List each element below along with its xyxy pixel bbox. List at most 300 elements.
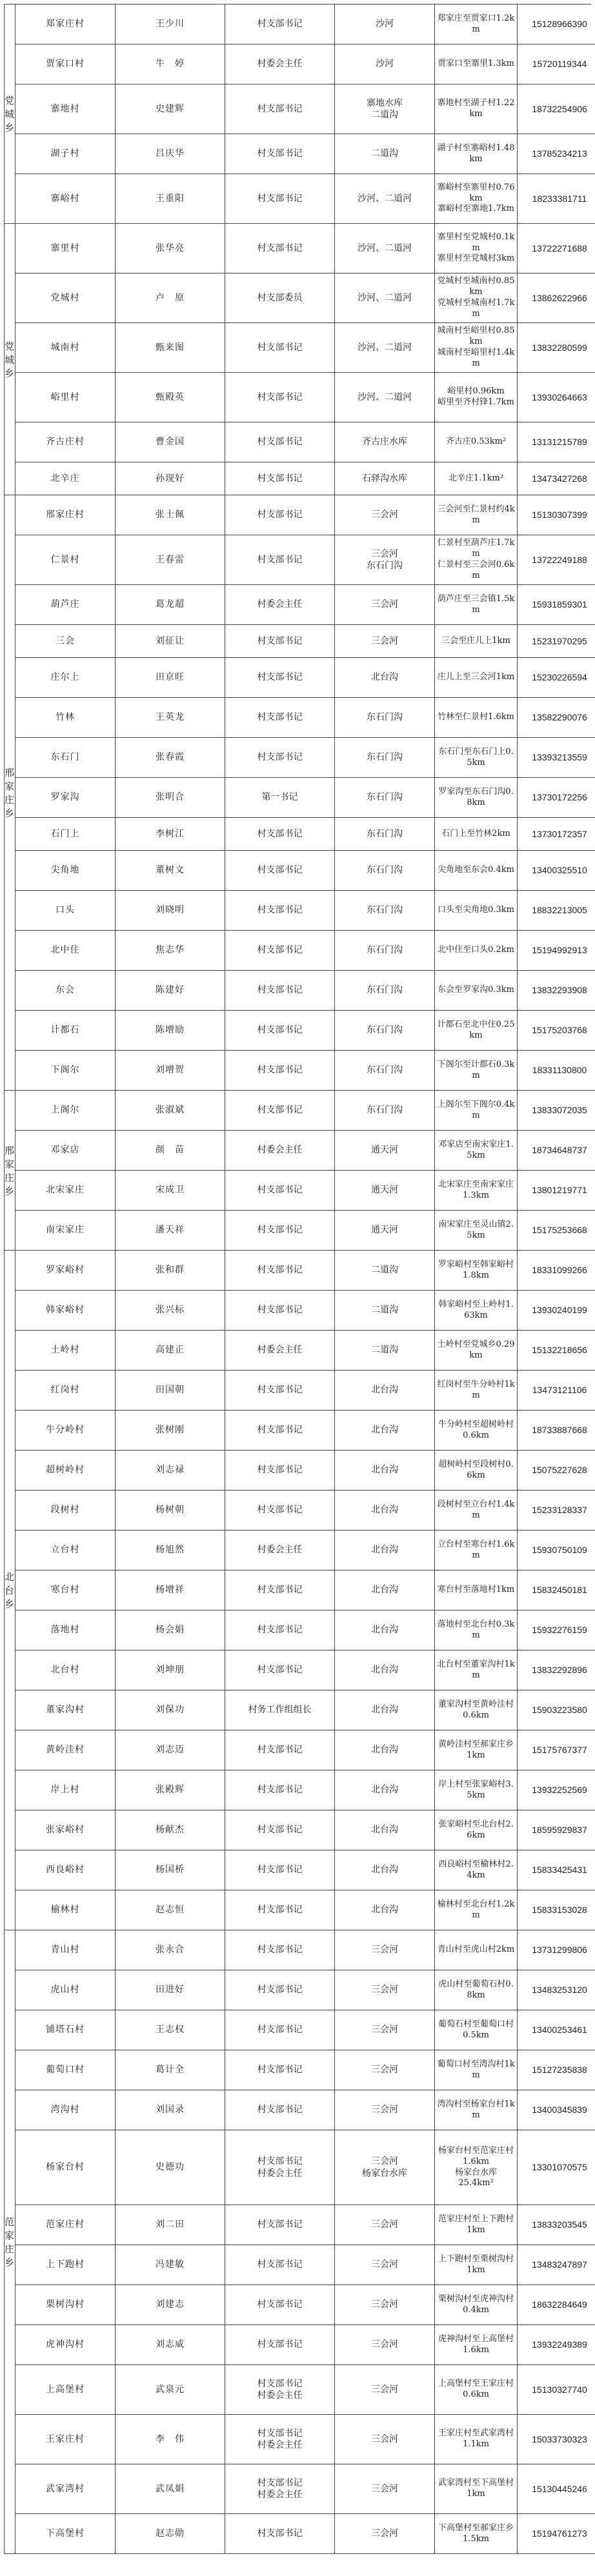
village-cell: 罗家峪村 <box>15 1251 115 1290</box>
location-cell: 竹林至仁景村1.6km <box>434 698 517 737</box>
post-cell: 村支部书记 <box>225 1091 334 1130</box>
river-cell: 北台沟 <box>334 1411 434 1450</box>
village-cell: 段树村 <box>15 1491 115 1530</box>
location-cell: 城南村至峪里村0.85km 城南村至峪里村1.4km <box>434 323 517 372</box>
river-cell: 北台沟 <box>334 1890 434 1930</box>
phone-cell: 13801219771 <box>517 1171 595 1210</box>
phone-cell: 13473121106 <box>517 1371 595 1410</box>
phone-cell: 13833072035 <box>517 1091 595 1130</box>
name-cell: 陈建好 <box>115 971 225 1010</box>
phone-cell: 13722249188 <box>517 535 595 584</box>
table-row <box>15 1171 595 1211</box>
river-cell: 北台沟 <box>334 1451 434 1490</box>
phone-cell: 13400325510 <box>517 851 595 890</box>
village-cell: 贾家口村 <box>15 45 115 84</box>
table-row <box>15 1251 595 1291</box>
post-cell: 村支部书记 <box>225 373 334 422</box>
village-cell: 土岭村 <box>15 1331 115 1370</box>
post-cell: 村支部书记 <box>225 1371 334 1410</box>
location-cell: 上高堡村至王家庄村0.6km <box>434 2365 517 2414</box>
name-cell: 王英龙 <box>115 698 225 737</box>
post-cell: 村支部书记 <box>225 1730 334 1770</box>
river-cell: 北台沟 <box>334 1491 434 1530</box>
village-cell: 西良峪村 <box>15 1850 115 1890</box>
village-cell: 黄岭洼村 <box>15 1730 115 1770</box>
location-cell: 范家庄村至上下跑村1km <box>434 2205 517 2244</box>
village-cell: 湖子村 <box>15 134 115 173</box>
table-row <box>15 462 595 495</box>
phone-cell: 13832280599 <box>517 323 595 372</box>
village-cell: 北中住 <box>15 931 115 970</box>
river-cell: 北台沟 <box>334 1371 434 1410</box>
table-row <box>15 2464 595 2514</box>
phone-cell: 15930750109 <box>517 1531 595 1570</box>
village-cell: 寨里村 <box>15 224 115 273</box>
table-row <box>15 1451 595 1491</box>
river-cell: 三会河 <box>334 585 434 624</box>
river-cell: 沙河、二道河 <box>334 174 434 223</box>
table-row <box>15 1131 595 1171</box>
village-cell: 罗家沟 <box>15 778 115 817</box>
table-row <box>15 698 595 738</box>
table-row <box>15 1770 595 1810</box>
name-cell: 田国朝 <box>115 1371 225 1410</box>
river-cell: 东石门沟 <box>334 738 434 777</box>
phone-cell: 13932249389 <box>517 2325 595 2364</box>
town-group <box>4 1251 591 1930</box>
river-cell: 石驿沟水库 <box>334 462 434 495</box>
phone-cell: 15833153028 <box>517 1890 595 1930</box>
phone-cell: 13833203545 <box>517 2205 595 2244</box>
village-cell: 虎山村 <box>15 1970 115 2010</box>
location-cell: 西良峪村至榆林村2.4km <box>434 1850 517 1890</box>
river-cell: 东石门沟 <box>334 818 434 850</box>
table-row <box>15 45 595 84</box>
phone-cell: 18331099266 <box>517 1251 595 1290</box>
river-cell: 三会河 <box>334 2325 434 2364</box>
village-cell: 栗树沟村 <box>15 2285 115 2324</box>
name-cell: 张淑斌 <box>115 1091 225 1130</box>
name-cell: 王重阳 <box>115 174 225 223</box>
location-cell: 榆林村至北台村1.2km <box>434 1890 517 1930</box>
river-cell: 寨地水库 二道沟 <box>334 84 434 134</box>
village-cell: 韩家峪村 <box>15 1291 115 1330</box>
river-cell: 东石门沟 <box>334 971 434 1010</box>
post-cell: 村支部书记 <box>225 134 334 173</box>
village-cell: 寨峪村 <box>15 174 115 223</box>
location-cell: 邓家店至南宋家庄1.5km <box>434 1131 517 1170</box>
name-cell: 张明合 <box>115 778 225 817</box>
river-cell: 北台沟 <box>334 1770 434 1810</box>
table-row <box>15 1411 595 1451</box>
table-row <box>15 2325 595 2365</box>
table-row <box>15 1371 595 1411</box>
village-cell: 上阁尔 <box>15 1091 115 1130</box>
phone-cell: 13400345839 <box>517 2090 595 2130</box>
phone-cell: 15931859301 <box>517 585 595 624</box>
location-cell: 石门上至竹林2km <box>434 818 517 850</box>
river-cell: 三会河 <box>334 1930 434 1970</box>
name-cell: 田进好 <box>115 1970 225 2010</box>
river-cell: 沙河、二道河 <box>334 224 434 273</box>
village-cell: 寨地村 <box>15 84 115 134</box>
village-cell: 东石门 <box>15 738 115 777</box>
location-cell: 北台村至董家沟村1km <box>434 1650 517 1690</box>
location-cell: 齐古庄0.53km² <box>434 422 517 462</box>
village-cell: 立台村 <box>15 1531 115 1570</box>
village-cell: 上下跑村 <box>15 2245 115 2284</box>
post-cell: 村支部书记 <box>225 1171 334 1210</box>
location-cell: 北宋家庄至南宋家庄1.3km <box>434 1171 517 1210</box>
river-cell: 二道沟 <box>334 1331 434 1370</box>
post-cell: 村支部书记 <box>225 462 334 495</box>
location-cell: 葡萄口村至湾沟村1km <box>434 2050 517 2090</box>
name-cell: 张士佩 <box>115 495 225 535</box>
village-cell: 齐古庄村 <box>15 422 115 462</box>
village-river-table <box>4 4 591 2568</box>
post-cell: 村支部书记 <box>225 2285 334 2324</box>
name-cell: 刘坤朋 <box>115 1650 225 1690</box>
phone-cell: 15033730323 <box>517 2415 595 2464</box>
name-cell: 曹金国 <box>115 422 225 462</box>
village-cell: 三会 <box>15 625 115 657</box>
post-cell: 村支部书记 <box>225 818 334 850</box>
post-cell: 村支部书记 <box>225 698 334 737</box>
table-row <box>15 658 595 698</box>
post-cell: 村支部书记 <box>225 891 334 930</box>
village-cell: 张家峪村 <box>15 1810 115 1850</box>
village-cell: 党城村 <box>15 273 115 322</box>
name-cell: 李 伟 <box>115 2415 225 2464</box>
post-cell: 村支部书记 <box>225 1770 334 1810</box>
table-row <box>15 1650 595 1690</box>
name-cell: 张华亮 <box>115 224 225 273</box>
phone-cell: 13483247897 <box>517 2245 595 2284</box>
location-cell: 东石门至东石门上0.5km <box>434 738 517 777</box>
post-cell: 村委会主任 <box>225 45 334 84</box>
location-cell: 武家湾村至下高堡村1km <box>434 2464 517 2513</box>
post-cell: 村支部书记 <box>225 1491 334 1530</box>
phone-cell: 13393213559 <box>517 738 595 777</box>
location-cell: 罗家峪村至韩家峪村1.8km <box>434 1251 517 1290</box>
name-cell: 李树江 <box>115 818 225 850</box>
table-row <box>15 1610 595 1650</box>
river-cell: 二道沟 <box>334 1251 434 1290</box>
name-cell: 刘二田 <box>115 2205 225 2244</box>
village-cell: 落地村 <box>15 1610 115 1650</box>
river-cell: 三会河 <box>334 2245 434 2284</box>
table-row <box>15 778 595 818</box>
table-row <box>15 2010 595 2050</box>
phone-cell: 13832292896 <box>517 1650 595 1690</box>
location-cell: 葡萄石村至葡萄口村0.5km <box>434 2010 517 2050</box>
table-row <box>15 625 595 658</box>
location-cell: 青山村至虎山村2km <box>434 1930 517 1970</box>
phone-cell: 13930240199 <box>517 1291 595 1330</box>
river-cell: 三会河 <box>334 495 434 535</box>
post-cell: 村支部书记 <box>225 1930 334 1970</box>
name-cell: 颜 苗 <box>115 1131 225 1170</box>
location-cell: 三会河至仁景村约4km <box>434 495 517 535</box>
phone-cell: 13731299806 <box>517 1930 595 1970</box>
post-cell: 村支部书记 <box>225 1970 334 2010</box>
table-row <box>15 373 595 422</box>
village-cell: 峪里村 <box>15 373 115 422</box>
river-cell: 三会河 <box>334 2050 434 2090</box>
phone-cell: 13473427268 <box>517 462 595 495</box>
phone-cell: 13722271688 <box>517 224 595 273</box>
post-cell: 村支部书记 <box>225 1051 334 1090</box>
location-cell: 韩家峪村至上岭村1.63km <box>434 1291 517 1330</box>
river-cell: 齐古庄水库 <box>334 422 434 462</box>
location-cell: 黄岭洼村至郝家庄乡1km <box>434 1730 517 1770</box>
table-row <box>15 2130 595 2205</box>
river-cell: 通天河 <box>334 1211 434 1250</box>
village-cell: 榆林村 <box>15 1890 115 1930</box>
river-cell: 三会河 <box>334 2365 434 2414</box>
post-cell: 村支部书记 村委会主任 <box>225 2464 334 2513</box>
location-cell: 段树村至立台村1.4km <box>434 1491 517 1530</box>
table-row <box>15 1730 595 1770</box>
river-cell: 三会河 <box>334 2285 434 2324</box>
name-cell: 赵志恒 <box>115 1890 225 1930</box>
name-cell: 张殿辉 <box>115 1770 225 1810</box>
table-row <box>15 891 595 931</box>
river-cell: 沙河 <box>334 5 434 44</box>
table-row <box>15 273 595 323</box>
name-cell: 杨国桥 <box>115 1850 225 1890</box>
location-cell: 落地村至北台村0.3km <box>434 1610 517 1650</box>
river-cell: 沙河、二道河 <box>334 273 434 322</box>
phone-cell: 15128966390 <box>517 5 595 44</box>
village-cell: 上高堡村 <box>15 2365 115 2414</box>
location-cell: 张家峪村至北台村2.6km <box>434 1810 517 1850</box>
river-cell: 东石门沟 <box>334 931 434 970</box>
river-cell: 三会河 <box>334 625 434 657</box>
village-cell: 牛分岭村 <box>15 1411 115 1450</box>
village-cell: 葡萄口村 <box>15 2050 115 2090</box>
river-cell: 三会河 <box>334 2415 434 2464</box>
town-group <box>4 1930 591 2554</box>
table-row <box>15 738 595 778</box>
name-cell: 甄殿英 <box>115 373 225 422</box>
phone-cell: 13862622966 <box>517 273 595 322</box>
town-cell: 党城乡 <box>4 5 15 224</box>
table-row <box>15 1491 595 1531</box>
phone-cell: 18832213005 <box>517 891 595 930</box>
name-cell: 宋成卫 <box>115 1171 225 1210</box>
post-cell: 村支部书记 <box>225 323 334 372</box>
name-cell: 刘建志 <box>115 2285 225 2324</box>
post-cell: 村委会主任 <box>225 1331 334 1370</box>
table-row <box>15 1850 595 1890</box>
phone-cell: 15175767377 <box>517 1730 595 1770</box>
town-group <box>4 5 591 224</box>
post-cell: 第一书记 <box>225 778 334 817</box>
post-cell: 村支部书记 <box>225 422 334 462</box>
name-cell: 孙现好 <box>115 462 225 495</box>
phone-cell: 18595929837 <box>517 1810 595 1850</box>
town-group <box>4 224 591 495</box>
location-cell: 罗家沟至东石门沟0.8km <box>434 778 517 817</box>
river-cell: 通天河 <box>334 1131 434 1170</box>
village-cell: 石门上 <box>15 818 115 850</box>
village-cell: 下阁尔 <box>15 1051 115 1090</box>
table-row <box>15 2245 595 2285</box>
post-cell: 村支部书记 <box>225 2514 334 2553</box>
river-cell: 东石门沟 <box>334 1011 434 1050</box>
post-cell: 村支部书记 <box>225 5 334 44</box>
river-cell: 三会河 <box>334 1970 434 2010</box>
phone-cell: 15833425431 <box>517 1850 595 1890</box>
river-cell: 三会河 <box>334 2010 434 2050</box>
post-cell: 村支部书记 <box>225 495 334 535</box>
post-cell: 村支部书记 <box>225 1451 334 1490</box>
name-cell: 杨增祥 <box>115 1570 225 1610</box>
river-cell: 北台沟 <box>334 1650 434 1690</box>
table-row <box>15 971 595 1011</box>
village-cell: 北辛庄 <box>15 462 115 495</box>
village-cell: 仁景村 <box>15 535 115 584</box>
table-row <box>15 84 595 134</box>
table-row <box>15 495 595 535</box>
post-cell: 村支部书记 <box>225 1570 334 1610</box>
village-cell: 铺塔石村 <box>15 2010 115 2050</box>
name-cell: 杨旭然 <box>115 1531 225 1570</box>
village-cell: 东会 <box>15 971 115 1010</box>
village-cell: 邢家庄村 <box>15 495 115 535</box>
phone-cell: 18734648737 <box>517 1131 595 1170</box>
table-row <box>15 1051 595 1091</box>
river-cell: 北台沟 <box>334 1610 434 1650</box>
village-cell: 口头 <box>15 891 115 930</box>
post-cell: 村支部书记 <box>225 1610 334 1650</box>
river-cell: 二道沟 <box>334 134 434 173</box>
phone-cell: 15194992913 <box>517 931 595 970</box>
village-cell: 北宋家庄 <box>15 1171 115 1210</box>
table-row <box>15 931 595 971</box>
river-cell: 沙河、二道河 <box>334 323 434 372</box>
location-cell: 虎神沟村至上高堡村1.6km <box>434 2325 517 2364</box>
phone-cell: 13131215789 <box>517 422 595 462</box>
location-cell: 杨家台村至范家庄村1.6km 杨家台水库 25.4km² <box>434 2130 517 2204</box>
post-cell: 村支部书记 <box>225 2205 334 2244</box>
location-cell: 寒台村至落地村1km <box>434 1570 517 1610</box>
table-row <box>15 2205 595 2245</box>
river-cell: 通天河 <box>334 1171 434 1210</box>
village-cell: 武家湾村 <box>15 2464 115 2513</box>
phone-cell: 13730172357 <box>517 818 595 850</box>
table-row <box>15 1930 595 1970</box>
table-row <box>15 1531 595 1570</box>
river-cell: 三会河 东石门沟 <box>334 535 434 584</box>
table-row <box>15 2514 595 2554</box>
village-cell: 邓家店 <box>15 1131 115 1170</box>
location-cell: 岸上村至张家峪村3.5km <box>434 1770 517 1810</box>
name-cell: 焦志华 <box>115 931 225 970</box>
phone-cell: 18632284649 <box>517 2285 595 2324</box>
location-cell: 下阁尔至计都石0.3km <box>434 1051 517 1090</box>
name-cell: 刘晓明 <box>115 891 225 930</box>
name-cell: 高建正 <box>115 1331 225 1370</box>
village-cell: 城南村 <box>15 323 115 372</box>
river-cell: 东石门沟 <box>334 1091 434 1130</box>
village-cell: 庄尔上 <box>15 658 115 697</box>
table-row <box>15 323 595 373</box>
post-cell: 村委会主任 <box>225 585 334 624</box>
name-cell: 吕庆华 <box>115 134 225 173</box>
phone-cell: 15175203768 <box>517 1011 595 1050</box>
name-cell: 潘天祥 <box>115 1211 225 1250</box>
post-cell: 村支部书记 村委会主任 <box>225 2415 334 2464</box>
town-cell: 北台乡 <box>4 1251 15 1930</box>
location-cell: 郑家庄至贾家口1.2km <box>434 5 517 44</box>
name-cell: 武凤娟 <box>115 2464 225 2513</box>
location-cell: 寨地村至湖子村1.22km <box>434 84 517 134</box>
river-cell: 北台沟 <box>334 1570 434 1610</box>
river-cell: 三会河 <box>334 2514 434 2553</box>
phone-cell: 15127235838 <box>517 2050 595 2090</box>
post-cell: 村支部书记 <box>225 1211 334 1250</box>
phone-cell: 15932276159 <box>517 1610 595 1650</box>
phone-cell: 15194761273 <box>517 2514 595 2553</box>
river-cell: 沙河、二道河 <box>334 373 434 422</box>
river-cell: 东石门沟 <box>334 698 434 737</box>
location-cell: 寨峪村至寨里村0.76km 寨峪村至寨地1.7km <box>434 174 517 223</box>
name-cell: 刘国录 <box>115 2090 225 2130</box>
phone-cell: 18331130800 <box>517 1051 595 1090</box>
name-cell: 杨会娟 <box>115 1610 225 1650</box>
town-cell: 党城乡 <box>4 224 15 495</box>
location-cell: 口头至尖角地0.3km <box>434 891 517 930</box>
post-cell: 村务工作组组长 <box>225 1690 334 1730</box>
post-cell: 村支部书记 <box>225 1251 334 1290</box>
river-cell: 北台沟 <box>334 658 434 697</box>
river-cell: 沙河 <box>334 45 434 84</box>
name-cell: 卢 原 <box>115 273 225 322</box>
table-row <box>15 422 595 462</box>
name-cell: 刘志威 <box>115 2325 225 2364</box>
name-cell: 冯建敏 <box>115 2245 225 2284</box>
location-cell: 牛分岭村至超树岭村0.6km <box>434 1411 517 1450</box>
phone-cell: 15130307399 <box>517 495 595 535</box>
table-row <box>15 1970 595 2010</box>
table-row <box>15 2050 595 2090</box>
location-cell: 峪里村0.96km 峪里至齐村锋1.7km <box>434 373 517 422</box>
name-cell: 史建辉 <box>115 84 225 134</box>
phone-cell: 13932252569 <box>517 1770 595 1810</box>
table-row <box>15 1690 595 1730</box>
name-cell: 张和群 <box>115 1251 225 1290</box>
river-cell: 东石门沟 <box>334 778 434 817</box>
name-cell: 张春霞 <box>115 738 225 777</box>
phone-cell: 13582290076 <box>517 698 595 737</box>
location-cell: 计都石至北中住0.25km <box>434 1011 517 1050</box>
phone-cell: 15132218656 <box>517 1331 595 1370</box>
name-cell: 甄来图 <box>115 323 225 372</box>
phone-cell: 18733887668 <box>517 1411 595 1450</box>
post-cell: 村支部书记 <box>225 2325 334 2364</box>
post-cell: 村支部书记 <box>225 658 334 697</box>
location-cell: 南宋家庄至灵山镇2.5km <box>434 1211 517 1250</box>
name-cell: 田京旺 <box>115 658 225 697</box>
location-cell: 上阁尔至下阁尔0.4km <box>434 1091 517 1130</box>
location-cell: 红岗村至牛分岭村1km <box>434 1371 517 1410</box>
name-cell: 刘志禄 <box>115 1451 225 1490</box>
post-cell: 村支部书记 <box>225 1011 334 1050</box>
location-cell: 北中住至口头0.2km <box>434 931 517 970</box>
river-cell: 北台沟 <box>334 1531 434 1570</box>
